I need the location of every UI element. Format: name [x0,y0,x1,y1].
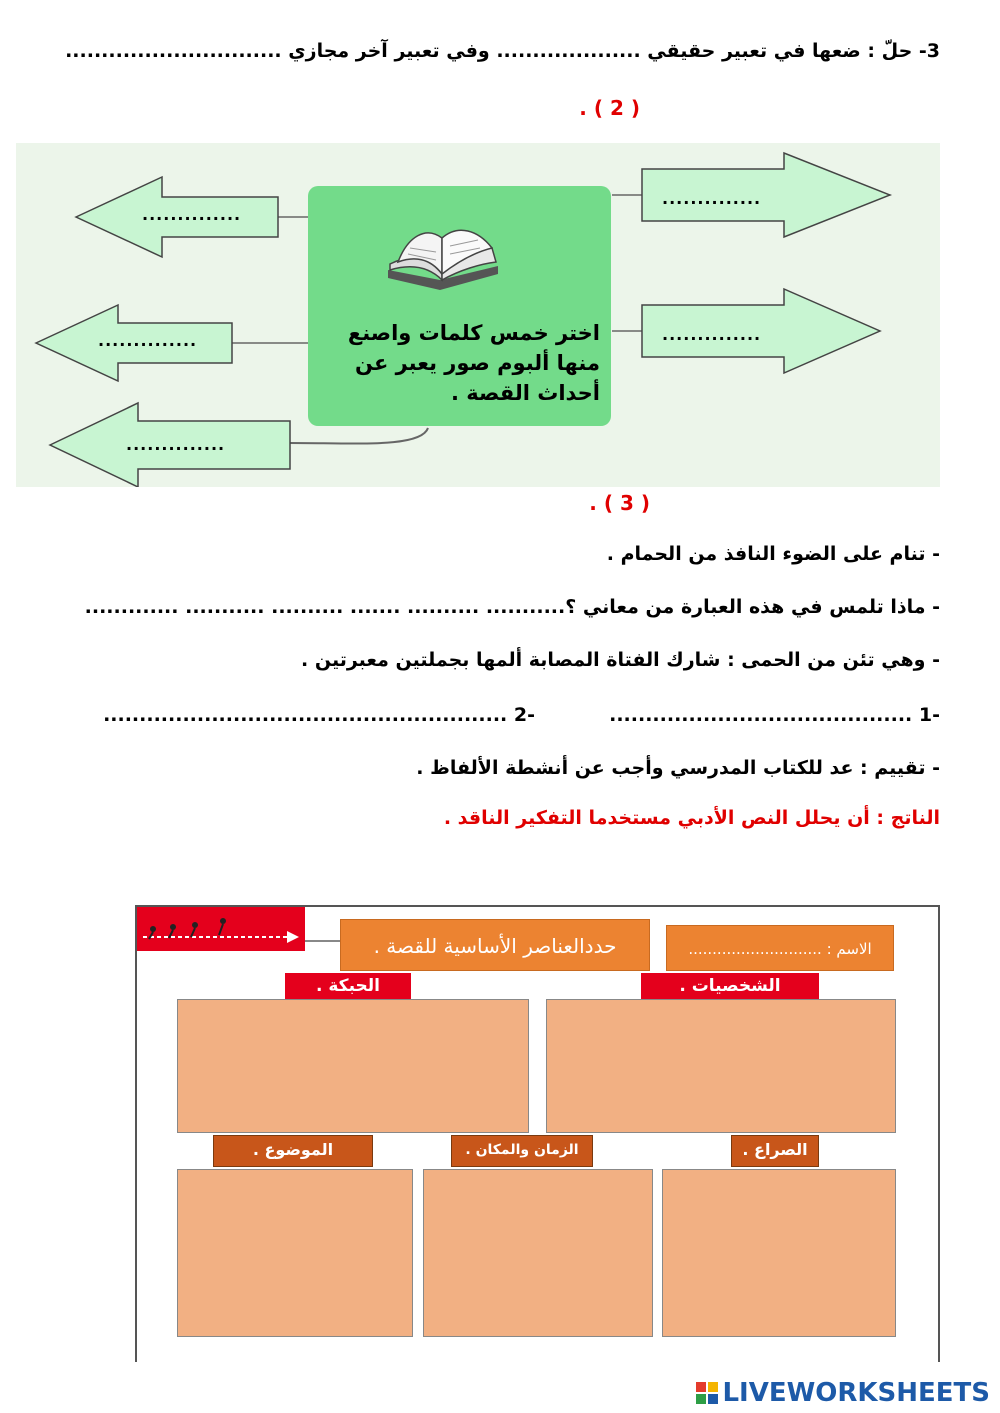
conflict-box[interactable] [662,1169,896,1337]
arrow-placeholder-4[interactable]: .............. [662,189,762,208]
center-instruction: اختر خمس كلمات واصنع منها ألبوم صور يعبر عن أحداث القصة . [347,321,600,405]
section-marker-3: ( 3 ) . [589,491,650,515]
label-time-place: الزمان والمكان . [451,1135,593,1167]
panel-title: حددالعناصر الأساسية للقصة . [340,919,650,971]
label-characters: الشخصيات . [641,973,819,1001]
answer-line-2[interactable]: -2 ........................................................ [103,704,535,726]
liveworksheets-logo [696,1378,990,1408]
line-evaluation: - تقييم : عد للكتاب المدرسي وأجب عن أنشطة الألفاظ . [416,757,940,779]
connector-line [290,428,428,444]
logo-mark-icon [696,1382,718,1404]
decorative-banner [137,907,305,951]
story-elements-panel [135,905,940,1362]
banner-connector [305,940,341,942]
line-meanings-question: - ماذا تلمس في هذه العبارة من معاني ؟........... .......... ....... .......... ........... ............. [84,596,940,618]
time-place-box[interactable] [423,1169,653,1337]
line-share-pain: - وهي تئن من الحمى : شارك الفتاة المصابة ألمها بجملتين معبرتين . [301,649,940,671]
plot-box[interactable] [177,999,529,1133]
arrow-placeholder-1[interactable]: .............. [142,205,242,224]
runners-icon [137,907,305,951]
characters-box[interactable] [546,999,896,1133]
arrow-placeholder-2[interactable]: .............. [98,331,198,350]
arrow-placeholder-5[interactable]: .............. [662,325,762,344]
theme-box[interactable] [177,1169,413,1337]
line-sleep-light: - تنام على الضوء النافذ من الحمام . [606,543,940,565]
arrow-placeholder-3[interactable]: .............. [126,435,226,454]
logo-text: LIVEWORKSHEETS [722,1378,990,1408]
label-plot: الحبكة . [285,973,411,1001]
label-theme: الموضوع . [213,1135,373,1167]
open-book-icon [380,218,510,296]
label-conflict: الصراع . [731,1135,819,1167]
answer-line-1[interactable]: -1 .......................................... [609,704,940,726]
section-marker-2: ( 2 ) . [579,96,640,120]
outcome-line: الناتج : أن يحلل النص الأدبي مستخدما التفكير الناقد . [443,807,940,829]
name-field[interactable]: الاسم : ............................ [666,925,894,971]
question-3-line: 3- حلّ : ضعها في تعبير حقيقي .................... وفي تعبير آخر مجازي .............................. [65,40,940,62]
